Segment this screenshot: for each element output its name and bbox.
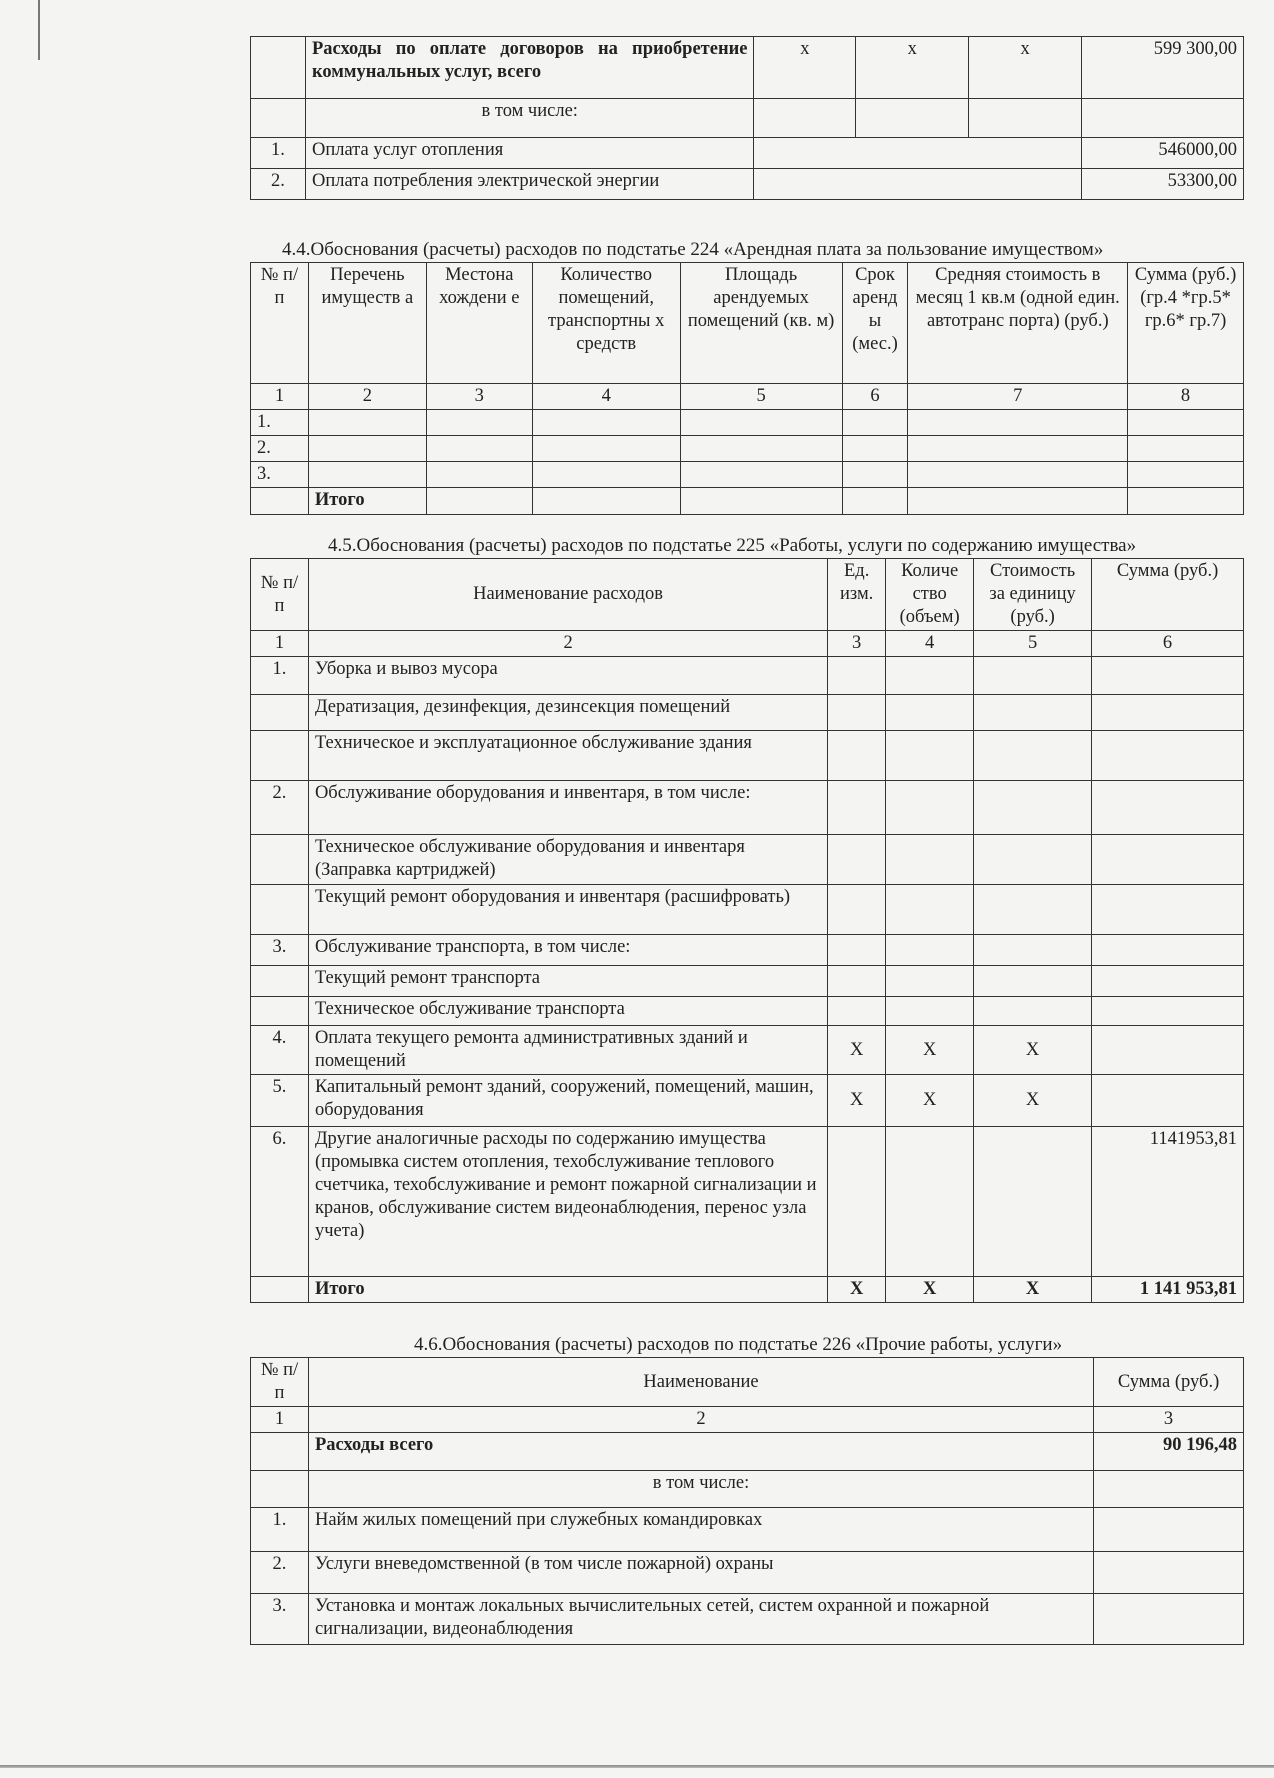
table-row [251,997,1244,1026]
table-total-row [251,1433,1244,1471]
row-number: 1. [251,657,309,695]
row-name: Оплата потребления электрической энергии [305,169,754,200]
scan-edge [38,0,40,60]
row-name: Техническое и эксплуатационное обслуживание здания [308,731,827,781]
table-row [251,835,1244,885]
column-number: 8 [1128,384,1244,410]
row-name: Обслуживание транспорта, в том числе: [308,935,827,966]
table-header-row [251,263,1244,384]
row-name: Услуги вневедомственной (в том числе пожарной) охраны [308,1552,1093,1594]
row-number: 2. [251,1552,309,1594]
row-number: 5. [251,1075,309,1127]
row-sum: 53300,00 [1082,169,1244,200]
row-name: Техническое обслуживание оборудования и инвентаря (Заправка картриджей) [308,835,827,885]
x-mark: Х [974,1075,1092,1127]
table-row [251,935,1244,966]
total-col-mark: x [856,37,969,99]
table-row [251,138,1244,169]
row-number: 2. [251,781,309,835]
utilities-total-label: Расходы по оплате договоров на приобретение коммунальных услуг, всего [305,37,754,99]
row-number: 4. [251,1026,309,1075]
total-col-mark: x [969,37,1082,99]
header-num: № п/п [251,559,309,631]
header-sum: Сумма (руб.) [1092,559,1244,631]
maintenance-table [250,558,1244,1303]
table-row [251,1075,1244,1127]
column-number-row [251,384,1244,410]
table-header-row [251,559,1244,631]
row-number [251,731,309,781]
column-number: 2 [308,1407,1093,1433]
column-number-row [251,631,1244,657]
row-number [251,966,309,997]
row-name: Найм жилых помещений при служебных командировках [308,1508,1093,1552]
row-number: 1. [251,410,309,436]
row-number: 6. [251,1127,309,1277]
column-number: 1 [251,384,309,410]
column-number: 3 [828,631,886,657]
total-label: Расходы всего [308,1433,1093,1471]
column-number-row [251,1407,1244,1433]
table-row [251,1594,1244,1645]
header-name: Наименование [308,1358,1093,1407]
row-number: 3. [251,935,309,966]
header-unit-cost: Стоимость за единицу (руб.) [974,559,1092,631]
row-name: Другие аналогичные расходы по содержанию имущества (промывка систем отопления, техобслуживание теплового счетчика, техобслуживание и ремонт пожарной сигнализации и кранов, обслуживание систем видеонаблюдения, перенос узла учета) [308,1127,827,1277]
utilities-table [250,36,1244,200]
table-row [251,695,1244,731]
header-num: № п/п [251,263,309,384]
table-row [251,99,1244,138]
column-number: 2 [308,631,827,657]
x-mark: Х [828,1075,886,1127]
table-row [251,462,1244,488]
row-name: Оплата услуг отопления [305,138,754,169]
row-number: 3. [251,1594,309,1645]
total-label: Итого [308,488,426,515]
row-number: 2. [251,169,306,200]
header-num: № п/п [251,1358,309,1407]
including-label: в том числе: [308,1471,1093,1508]
row-name: Обслуживание оборудования и инвентаря, в том числе: [308,781,827,835]
x-mark: Х [974,1277,1092,1303]
column-number: 1 [251,1407,309,1433]
row-name: Установка и монтаж локальных вычислительных сетей, систем охранной и пожарной сигнализации, видеонаблюдения [308,1594,1093,1645]
header-name: Наименование расходов [308,559,827,631]
table-row [251,1471,1244,1508]
row-number: 1. [251,138,306,169]
row-number: 3. [251,462,309,488]
other-services-table [250,1357,1244,1645]
row-name: Дератизация, дезинфекция, дезинсекция помещений [308,695,827,731]
row-number [251,997,309,1026]
table-row [251,1508,1244,1552]
table-row [251,966,1244,997]
table-header-row [251,1358,1244,1407]
column-number: 4 [532,384,680,410]
row-number [251,695,309,731]
utilities-total-sum: 599 300,00 [1082,37,1244,99]
row-number [251,835,309,885]
maintenance-caption: 4.5.Обоснования (расчеты) расходов по подстатье 225 «Работы, услуги по содержанию имущества» [328,535,1137,556]
header-term: Срок аренд ы (мес.) [842,263,908,384]
row-number: 2. [251,436,309,462]
table-row [251,1552,1244,1594]
total-label: Итого [308,1277,827,1303]
table-row [251,885,1244,935]
header-location: Местона хождени е [426,263,532,384]
header-area: Площадь арендуемых помещений (кв. м) [680,263,842,384]
header-sum: Сумма (руб.) (гр.4 *гр.5* гр.6* гр.7) [1128,263,1244,384]
row-number: 1. [251,1508,309,1552]
header-quantity: Количество помещений, транспортны х средств [532,263,680,384]
table-row [251,781,1244,835]
column-number: 7 [908,384,1128,410]
table-total-row [251,488,1244,515]
table-row [251,731,1244,781]
column-number: 3 [426,384,532,410]
total-col-mark: x [754,37,856,99]
row-name: Текущий ремонт транспорта [308,966,827,997]
row-name: Техническое обслуживание транспорта [308,997,827,1026]
x-mark: Х [974,1026,1092,1075]
table-row [251,37,1244,99]
header-unit: Ед. изм. [828,559,886,631]
header-avg-cost: Средняя стоимость в месяц 1 кв.м (одной един. автотранс порта) (руб.) [908,263,1128,384]
table-row [251,657,1244,695]
row-name: Оплата текущего ремонта административных зданий и помещений [308,1026,827,1075]
row-sum: 546000,00 [1082,138,1244,169]
scan-edge [0,1765,1274,1768]
column-number: 2 [308,384,426,410]
table-total-row [251,1277,1244,1303]
x-mark: Х [828,1277,886,1303]
including-label: в том числе: [305,99,754,138]
x-mark: Х [886,1075,974,1127]
row-name: Уборка и вывоз мусора [308,657,827,695]
row-sum: 1141953,81 [1092,1127,1244,1277]
rent-caption: 4.4.Обоснования (расчеты) расходов по подстатье 224 «Арендная плата за пользование имуществом» [282,239,1104,260]
x-mark: Х [886,1026,974,1075]
column-number: 1 [251,631,309,657]
total-sum: 1 141 953,81 [1092,1277,1244,1303]
row-name: Текущий ремонт оборудования и инвентаря (расшифровать) [308,885,827,935]
table-row [251,1127,1244,1277]
column-number: 5 [680,384,842,410]
table-row [251,410,1244,436]
row-name: Капитальный ремонт зданий, сооружений, помещений, машин, оборудования [308,1075,827,1127]
table-row [251,436,1244,462]
header-property: Перечень имуществ а [308,263,426,384]
header-sum: Сумма (руб.) [1094,1358,1244,1407]
rent-table [250,262,1244,515]
table-row [251,169,1244,200]
x-mark: Х [886,1277,974,1303]
x-mark: Х [828,1026,886,1075]
column-number: 6 [1092,631,1244,657]
other-services-caption: 4.6.Обоснования (расчеты) расходов по подстатье 226 «Прочие работы, услуги» [414,1334,1063,1355]
column-number: 6 [842,384,908,410]
header-quantity: Количе ство (объем) [886,559,974,631]
column-number: 4 [886,631,974,657]
column-number: 3 [1094,1407,1244,1433]
column-number: 5 [974,631,1092,657]
total-sum: 90 196,48 [1094,1433,1244,1471]
table-row [251,1026,1244,1075]
row-number [251,885,309,935]
